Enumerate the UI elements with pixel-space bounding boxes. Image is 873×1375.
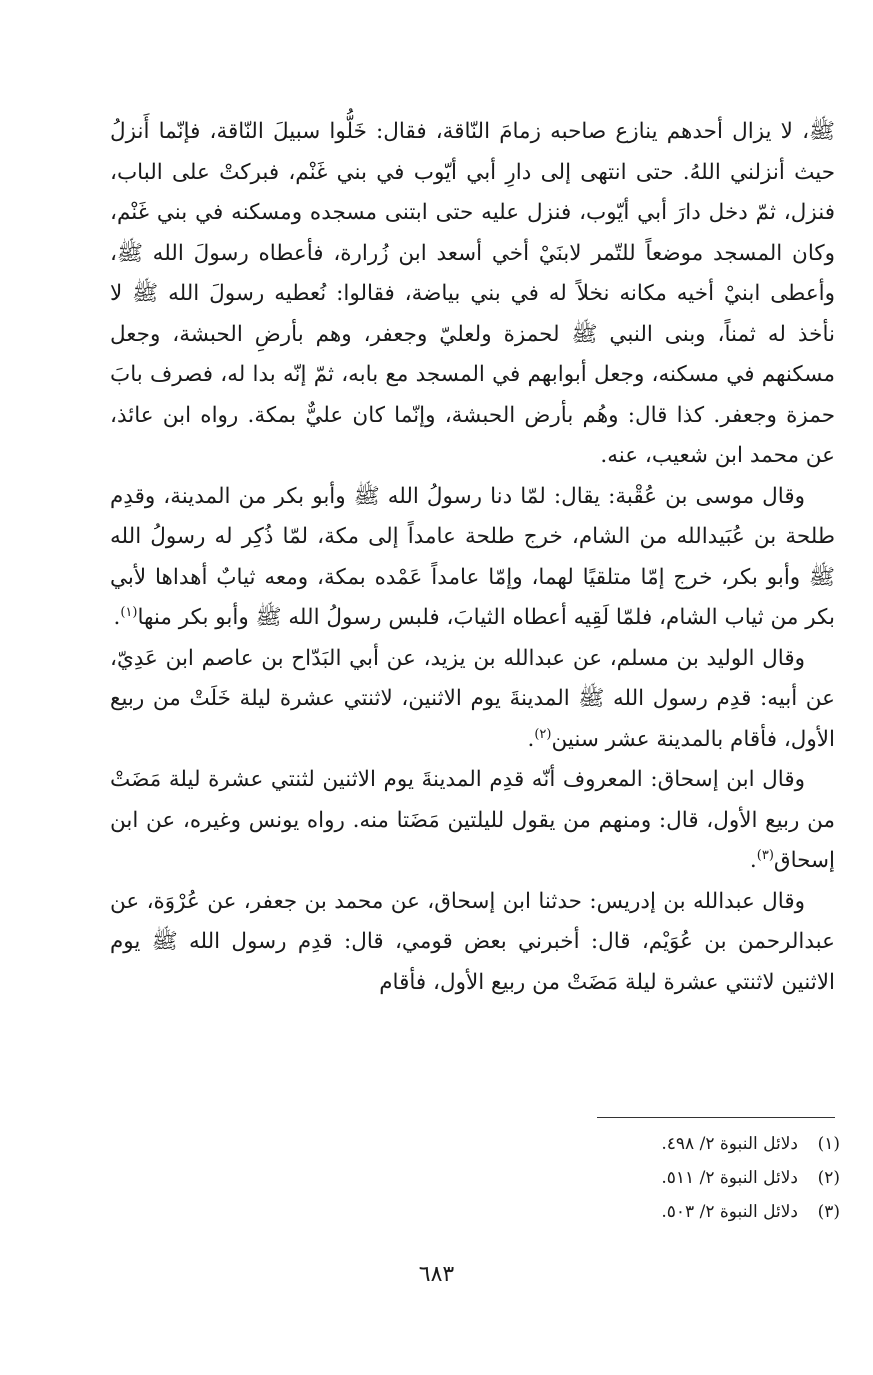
main-text bbox=[110, 112, 835, 1003]
footnote-divider bbox=[597, 1117, 835, 1118]
footnote-marker[interactable]: (٢) bbox=[534, 726, 552, 742]
footnote-marker[interactable]: (٣) bbox=[756, 847, 774, 863]
footnote-marker[interactable]: (١) bbox=[120, 604, 138, 620]
footnote-text: دلائل النبوة ٢/ ٤٩٨. bbox=[661, 1134, 798, 1154]
paragraph: وقال الوليد بن مسلم، عن عبدالله بن يزيد، عن أبي البَدّاح بن عاصم ابن عَدِيّ، عن أبيه: قدِم رسول الله ﷺ المدينةَ يوم الاثنين، لاثنتي عشرة ليلة خَلَتْ من ربيع الأول، فأقام بالمدينة عشر سنين$^{(٢)}$. bbox=[110, 645, 835, 752]
footnote-text: دلائل النبوة ٢/ ٥٠٣. bbox=[661, 1202, 798, 1222]
paragraph bbox=[110, 112, 835, 477]
footnotes bbox=[540, 1127, 840, 1229]
paragraph-text: ﷺ، لا يزال أحدهم ينازع صاحبه زمامَ النّاقة، فقال: خَلُّوا سبيلَ النّاقة، فإنّما أَنزلُ حيث أنزلني اللهُ. حتى انتهى إلى دارِ أبي أيّوب في بني غَنْم، فبركتْ على الباب، فنزل، ثمّ دخل دارَ أبي أيّوب، فنزل عليه حتى ابتنى مسجده ومسكنه في بني غَنْم، وكان المسجد موضعاً للتّمر لابنَيْ أخي أسعد ابن زُرارة، فأعطاه رسولَ الله ﷺ، وأعطى ابنيْ أخيه مكانه نخلاً له في بني بياضة، فقالوا: نُعطيه رسولَ الله ﷺ لا نأخذ له ثمناً، وبنى النبي ﷺ لحمزة ولعليّ وجعفر، وهم بأرضِ الحبشة، وجعل مسكنهم في مسكنه، وجعل أبوابهم في المسجد مع بابه، ثمّ إنّه بدا له، فصرف بابَ حمزة وجعفر. كذا قال: وهُم بأرض الحبشة، وإنّما كان عليٌّ بمكة. رواه ابن عائذ، عن محمد ابن شعيب، عنه. bbox=[110, 119, 835, 468]
footnote-number: (١) bbox=[817, 1134, 840, 1154]
paragraph-text: وقال الوليد بن مسلم، عن عبدالله بن يزيد، عن أبي البَدّاح بن عاصم ابن عَدِيّ، عن أبيه: قدِم رسول الله ﷺ المدينةَ يوم الاثنين، لاثنتي عشرة ليلة خَلَتْ من ربيع الأول، فأقام بالمدينة عشر سنين bbox=[110, 645, 835, 752]
paragraph: وقال موسى بن عُقْبة: يقال: لمّا دنا رسولُ الله ﷺ وأبو بكر من المدينة، وقدِم طلحة بن عُبَيدالله من الشام، خرج طلحة عامداً إلى مكة، لمّا ذُكِر له رسولُ الله ﷺ وأبو بكر، خرج إمّا متلقيًا لهما، وإمّا عامداً عَمْده بمكة، ومعه ثيابٌ أهداها لأبي بكر من ثياب الشام، فلمّا لَقِيه أعطاه الثيابَ، فلبس رسولُ الله ﷺ وأبو بكر منها$^{(١)}$. bbox=[110, 483, 835, 630]
paragraph-text: وقال ابن إسحاق: المعروف أنّه قدِم المدينةَ يوم الاثنين لثنتي عشرة ليلة مَضَتْ من ربيع الأول، قال: ومنهم من يقول لليلتين مَضَتا منه. رواه يونس وغيره، عن ابن إسحاق bbox=[110, 767, 835, 873]
footnote-number: (٣) bbox=[817, 1202, 840, 1222]
paragraph-text: وقال موسى بن عُقْبة: يقال: لمّا دنا رسولُ الله ﷺ وأبو بكر من المدينة، وقدِم طلحة بن عُبَيدالله من الشام، خرج طلحة عامداً إلى مكة، لمّا ذُكِر له رسولُ الله ﷺ وأبو بكر، خرج إمّا متلقيًا لهما، وإمّا عامداً عَمْده بمكة، ومعه ثيابٌ أهداها لأبي بكر من ثياب الشام، فلمّا لَقِيه أعطاه الثيابَ، فلبس رسولُ الله ﷺ وأبو بكر منها bbox=[110, 483, 835, 630]
paragraph: وقال ابن إسحاق: المعروف أنّه قدِم المدينةَ يوم الاثنين لثنتي عشرة ليلة مَضَتْ من ربيع الأول، قال: ومنهم من يقول لليلتين مَضَتا منه. رواه يونس وغيره، عن ابن إسحاق$^{(٣)}$. bbox=[110, 767, 835, 873]
footnote-text: دلائل النبوة ٢/ ٥١١. bbox=[661, 1168, 798, 1188]
footnote-item bbox=[540, 1161, 840, 1195]
footnote-number: (٢) bbox=[817, 1168, 840, 1188]
page-number: ٦٨٣ bbox=[418, 1262, 455, 1287]
footnote-item bbox=[540, 1195, 840, 1229]
footnote-item bbox=[540, 1127, 840, 1161]
paragraph-text: وقال عبدالله بن إدريس: حدثنا ابن إسحاق، عن محمد بن جعفر، عن عُرْوَة، عن عبدالرحمن بن عُوَيْم، قال: أخبرني بعض قومي، قال: قدِم رسول الله ﷺ يوم الاثنين لاثنتي عشرة ليلة مَضَتْ من ربيع الأول، فأقام bbox=[110, 888, 835, 995]
paragraph bbox=[110, 882, 835, 1004]
